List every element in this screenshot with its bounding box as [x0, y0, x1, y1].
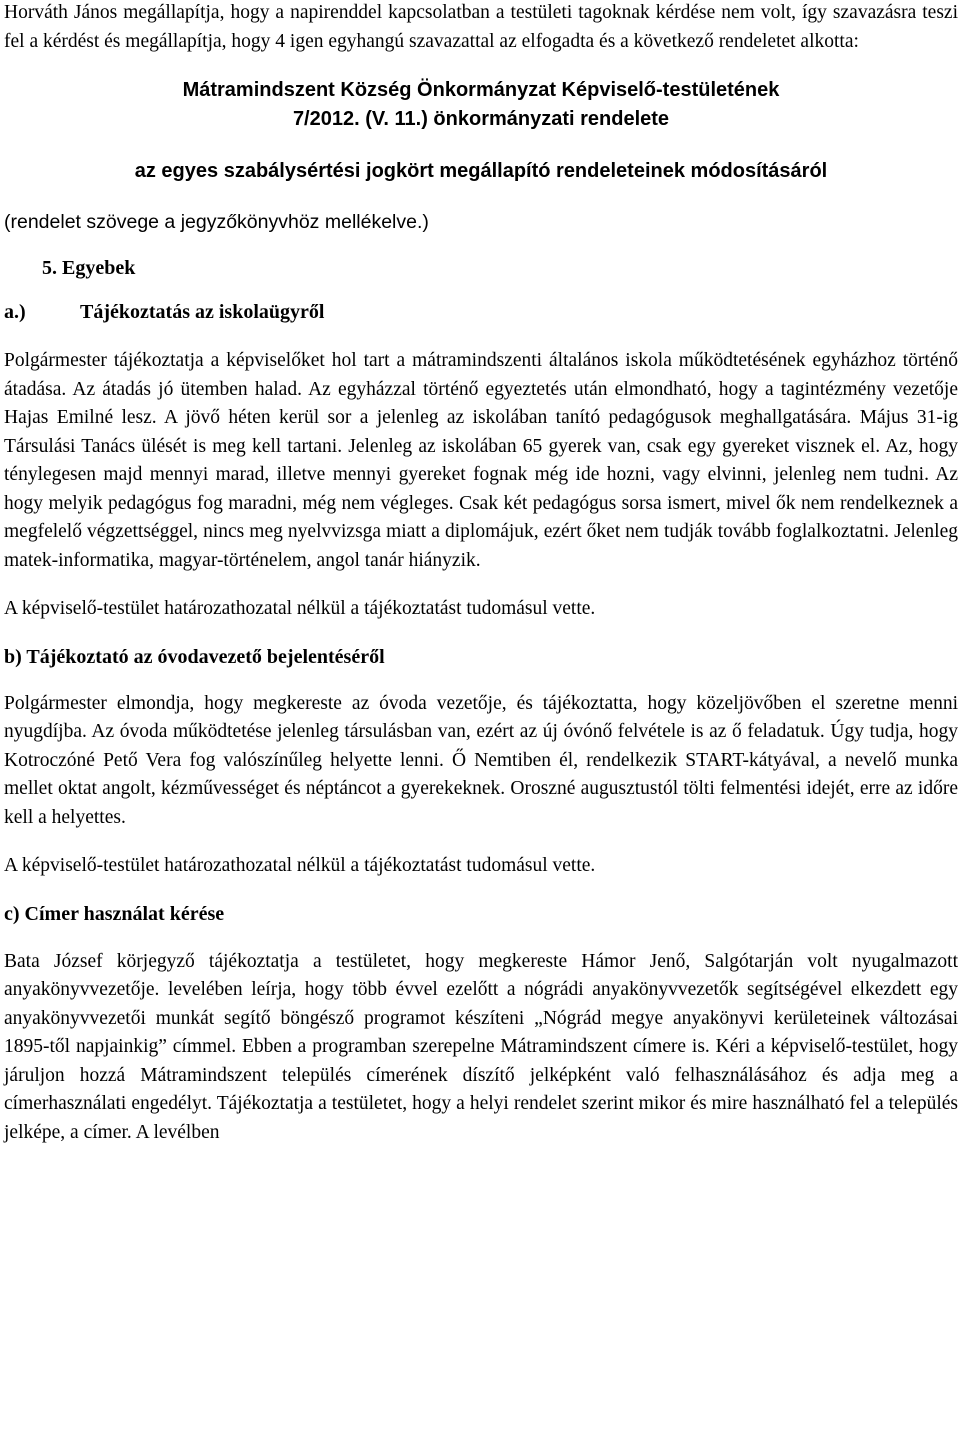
decree-subject: az egyes szabálysértési jogkört megállapító rendeleteinek módosításáról	[134, 160, 828, 182]
decree-title-line1: Mátramindszent Község Önkormányzat Képviselő-testületének	[182, 79, 780, 101]
item-a-body: Polgármester tájékoztatja a képviselőket hol tart a mátramindszenti általános iskola működtetésének egyházhoz történő átadása. Az átadás jó ütemben halad. Az egyházzal történő egyeztetés után elmondható, hogy a tagintézmény vezetője Hajas Emilné lesz. A jövő héten kerül sor a jelenleg az iskolában tanító pedagógusok meghallgatására. Május 31-ig Társulási Tanács ülését is meg kell tartani. Jelenleg az iskolában 65 gyerek van, csak egy gyereket visznek el. Az, hogy ténylegesen majd mennyi marad, illetve mennyi gyereket fognak még ide hozni, vagy elvinni, jelenleg nem tudni. Az hogy melyik pedagógus fog maradni, még nem végleges. Csak két pedagógus sorsa ismert, mivel ők nem rendelkeznek a megfelelő végzettséggel, nincs meg nyelvvizsga miatt a diplomájuk, ezért őket nem tudják tovább foglalkoztatni. Jelenleg matek-informatika, magyar-történelem, angol tanár hiányzik.	[4, 350, 958, 571]
item-a-heading	[4, 298, 958, 326]
item-b-resolution: A képviselő-testület határozathozatal nélkül a tájékoztatást tudomásul vette.	[4, 855, 596, 876]
item-c-body: Bata József körjegyző tájékoztatja a testületet, hogy megkereste Hámor Jenő, Salgótarján volt nyugalmazott anyakönyvvezetője. levelében leírja, hogy több évvel ezelőtt a nógrádi anyakönyvvezetők segítségével elkezdett egy anyakönyvvezetői munkát segítő böngésző programot készíteni „Nógrád megye anyakönyvi kerületeinek változásai 1895-től napjainkig” címmel. Ebben a programban szerepelne Mátramindszent címere is. Kéri a képviselő-testület, hogy járuljon hozzá Mátramindszent település címerének díszítő jelképként való felhasználásához és adja meg a címerhasználati engedélyt. Tájékoztatja a testületet, hogy a helyi rendelet szerint mikor és mire használható fel a település jelképe, a címer. A levélben	[4, 950, 958, 1143]
item-b-body: Polgármester elmondja, hogy megkereste az óvoda vezetője, és tájékoztatta, hogy közeljövőben el szeretne menni nyugdíjba. Az óvoda működtetése jelenleg társulásban van, ezért az új óvónő felvétele is az ő feladatuk. Úgy tudja, hogy Kotroczóné Pető Vera fog valószínűleg helyette lenni. Ő Nemtiben él, rendelkezik START-kátyával, a nevelő munka mellet oktat angolt, kézművességet és néptáncot a gyerekeknek. Oroszné augusztustól tölti felmentési idejét, erre az időre kell a helyettes.	[4, 692, 958, 828]
section-5-heading: 5. Egyebek	[42, 257, 136, 279]
intro-paragraph: Horváth János megállapítja, hogy a napirenddel kapcsolatban a testületi tagoknak kérdése nem volt, így szavazásra teszi fel a kérdést és megállapítja, hogy 4 igen egyhangú szavazattal az elfogadta és a következő rendeletet alkotta:	[4, 2, 958, 52]
item-a-label: a.)	[4, 301, 26, 323]
item-a-resolution: A képviselő-testület határozathozatal nélkül a tájékoztatást tudomásul vette.	[4, 598, 596, 619]
item-c-heading: c) Címer használat kérése	[4, 902, 225, 925]
item-a-title: Tájékoztatás az iskolaügyről	[80, 301, 325, 323]
decree-note: (rendelet szövege a jegyzőkönyvhöz mellékelve.)	[4, 211, 429, 233]
item-b-heading: b) Tájékoztató az óvodavezető bejelentéséről	[4, 645, 385, 668]
decree-title-line2: 7/2012. (V. 11.) önkormányzati rendelete	[292, 108, 670, 130]
